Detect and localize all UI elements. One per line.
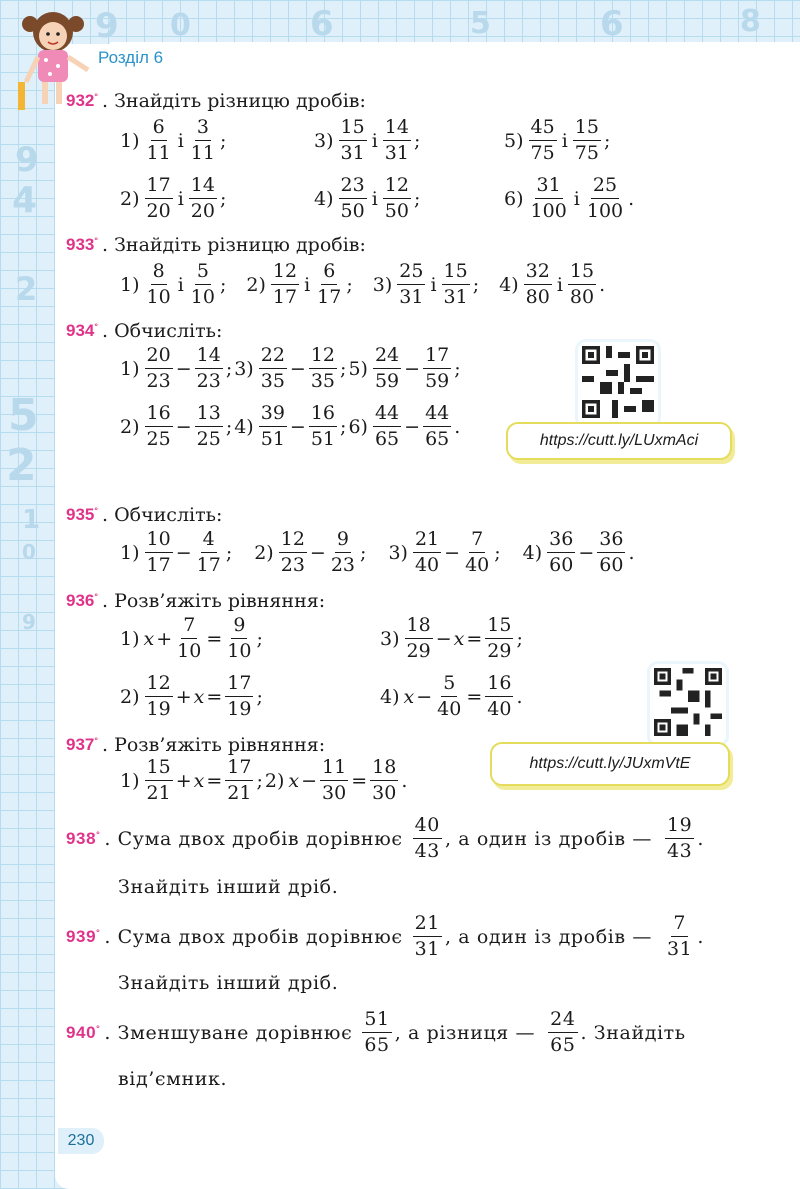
problem-number: 939° [66,926,101,946]
problem-number: 938° [66,828,101,848]
decorative-digits: 1 [22,505,41,535]
problem-939-line-2: Знайдіть інший дріб. [118,972,339,994]
decorative-digits: 6 [310,4,334,44]
decorative-digits: 9 [22,610,36,634]
problem-937-items: 1) $\frac{15}{21}$ + x = $\frac{17}{21}$ ; 2) x − $\frac{11}{30}$ = $\frac{18}{30}$ . [120,756,408,804]
fraction: $\frac{23}{50}$ [340,174,365,222]
problem-934-row-1: 1) $\frac{20}{23}$ − $\frac{14}{23}$ ; 3) $\frac{22}{35}$ − $\frac{12}{35}$ ; 5) $\frac{24}{59}$ − $\frac{17}{59}$ ; [120,344,461,392]
problem-940-line-2: від’ємник. [118,1068,228,1090]
problem-932-item-1: 1) $\frac{6}{11}$ і $\frac{3}{11}$ ; [120,116,227,164]
fraction: $\frac{15}{75}$ [574,116,599,164]
problem-932-item-5: 5) $\frac{45}{75}$ і $\frac{15}{75}$ ; [504,116,611,164]
link-url[interactable]: https://cutt.ly/LUxmAci [539,432,699,449]
fraction: $\frac{25}{100}$ [586,174,624,222]
decorative-digits: 0 [170,8,191,43]
problem-number: 936° [66,591,98,610]
problem-number: 934° [66,321,98,340]
problem-933-items: 1) $\frac{8}{10}$ і $\frac{5}{10}$ ; 2) $\frac{12}{17}$ і $\frac{6}{17}$ ; 3) $\frac{25}{31}$ і $\frac{15}{31}$ ; 4) $\frac{32}{80}$ і $\frac{15}{80}$ . [120,260,606,308]
link-url[interactable]: https://cutt.ly/JUxmVtE [529,755,691,772]
decorative-digits: 8 [740,4,761,39]
decorative-digits: 9 [95,6,119,46]
problem-936-item-1: 1) x + $\frac{7}{10}$ = $\frac{9}{10}$ ; [120,614,263,662]
problem-932-item-4: 4) $\frac{23}{50}$ і $\frac{12}{50}$ ; [314,174,421,222]
fraction: $\frac{6}{11}$ [146,116,171,164]
problem-932-item-6: 6) $\frac{31}{100}$ і $\frac{25}{100}$ . [504,174,635,222]
problem-number: 935° [66,505,98,524]
qr-code-icon[interactable] [578,342,658,426]
problem-939: 939° . Сума двох дробів дорівнює $\frac{21}{31}$ , а один із дробів — $\frac{7}{31}$ . [66,912,704,960]
decorative-digits: 5 [8,390,39,441]
problem-935-items: 1) $\frac{10}{17}$ − $\frac{4}{17}$ ; 2) $\frac{12}{23}$ − $\frac{9}{23}$ ; 3) $\frac{21}{40}$ − $\frac{7}{40}$ ; 4) $\frac{36}{60}$ − $\frac{36}{60}$ . [120,528,635,576]
problem-932-item-3: 3) $\frac{15}{31}$ і $\frac{14}{31}$ ; [314,116,421,164]
problem-number: 940° [66,1022,101,1042]
problem-number: 933° [66,235,98,254]
problem-932-item-2: 2) $\frac{17}{20}$ і $\frac{14}{20}$ ; [120,174,227,222]
problem-935-heading: 935° . Обчисліть: [66,504,223,526]
decorative-digits: 2 [6,440,37,491]
problem-938: 938° . Сума двох дробів дорівнює $\frac{40}{43}$ , а один із дробів — $\frac{19}{43}$ . [66,814,704,862]
link-box[interactable] [490,742,730,786]
decorative-digits: 6 [600,4,624,44]
decorative-digits: 2 [15,270,38,308]
problem-938-line-2: Знайдіть інший дріб. [118,876,339,898]
problem-936-heading: 936° . Розв’яжіть рівняння: [66,590,326,612]
problem-934-row-2: 2) $\frac{16}{25}$ − $\frac{13}{25}$ ; 4) $\frac{39}{51}$ − $\frac{16}{51}$ ; 6) $\frac{44}{65}$ − $\frac{44}{65}$ . [120,402,461,450]
fraction: $\frac{15}{31}$ [340,116,365,164]
problem-936-item-2: 2) $\frac{12}{19}$ + x = $\frac{17}{19}$ ; [120,672,263,720]
problem-937-heading: 937° . Розв’яжіть рівняння: [66,734,326,756]
fraction: $\frac{31}{100}$ [530,174,567,222]
problem-932-heading [66,90,366,112]
fraction: $\frac{45}{75}$ [530,116,555,164]
link-box[interactable] [506,422,732,460]
fraction: $\frac{12}{50}$ [384,174,409,222]
problem-933-heading: 933° . Знайдіть різницю дробів: [66,234,366,256]
problem-number: 932° [66,91,98,110]
decorative-digits: 4 [12,180,38,221]
fraction: $\frac{17}{20}$ [146,174,171,222]
problem-936-item-4: 4) x − $\frac{5}{40}$ = $\frac{16}{40}$ . [380,672,523,720]
problem-940: 940° . Зменшуване дорівнює $\frac{51}{65}$ , а різниця — $\frac{24}{65}$ . Знайдіть [66,1008,686,1056]
section-title: Розділ 6 [98,48,164,67]
qr-code-icon[interactable] [650,664,726,744]
problem-936-item-3: 3) $\frac{18}{29}$ − x = $\frac{15}{29}$ ; [380,614,523,662]
decorative-digits: 5 [470,6,491,41]
fraction: $\frac{3}{11}$ [190,116,215,164]
problem-text: . Знайдіть різницю дробів: [101,90,366,112]
page-number: 230 [58,1128,104,1154]
fraction: $\frac{14}{31}$ [384,116,409,164]
problem-934-heading: 934° . Обчисліть: [66,320,223,342]
fraction: $\frac{14}{20}$ [190,174,215,222]
problem-number: 937° [66,735,98,754]
decorative-digits: 0 [22,540,36,564]
decorative-digits: 9 [15,140,39,180]
grid-background-top [0,0,800,42]
